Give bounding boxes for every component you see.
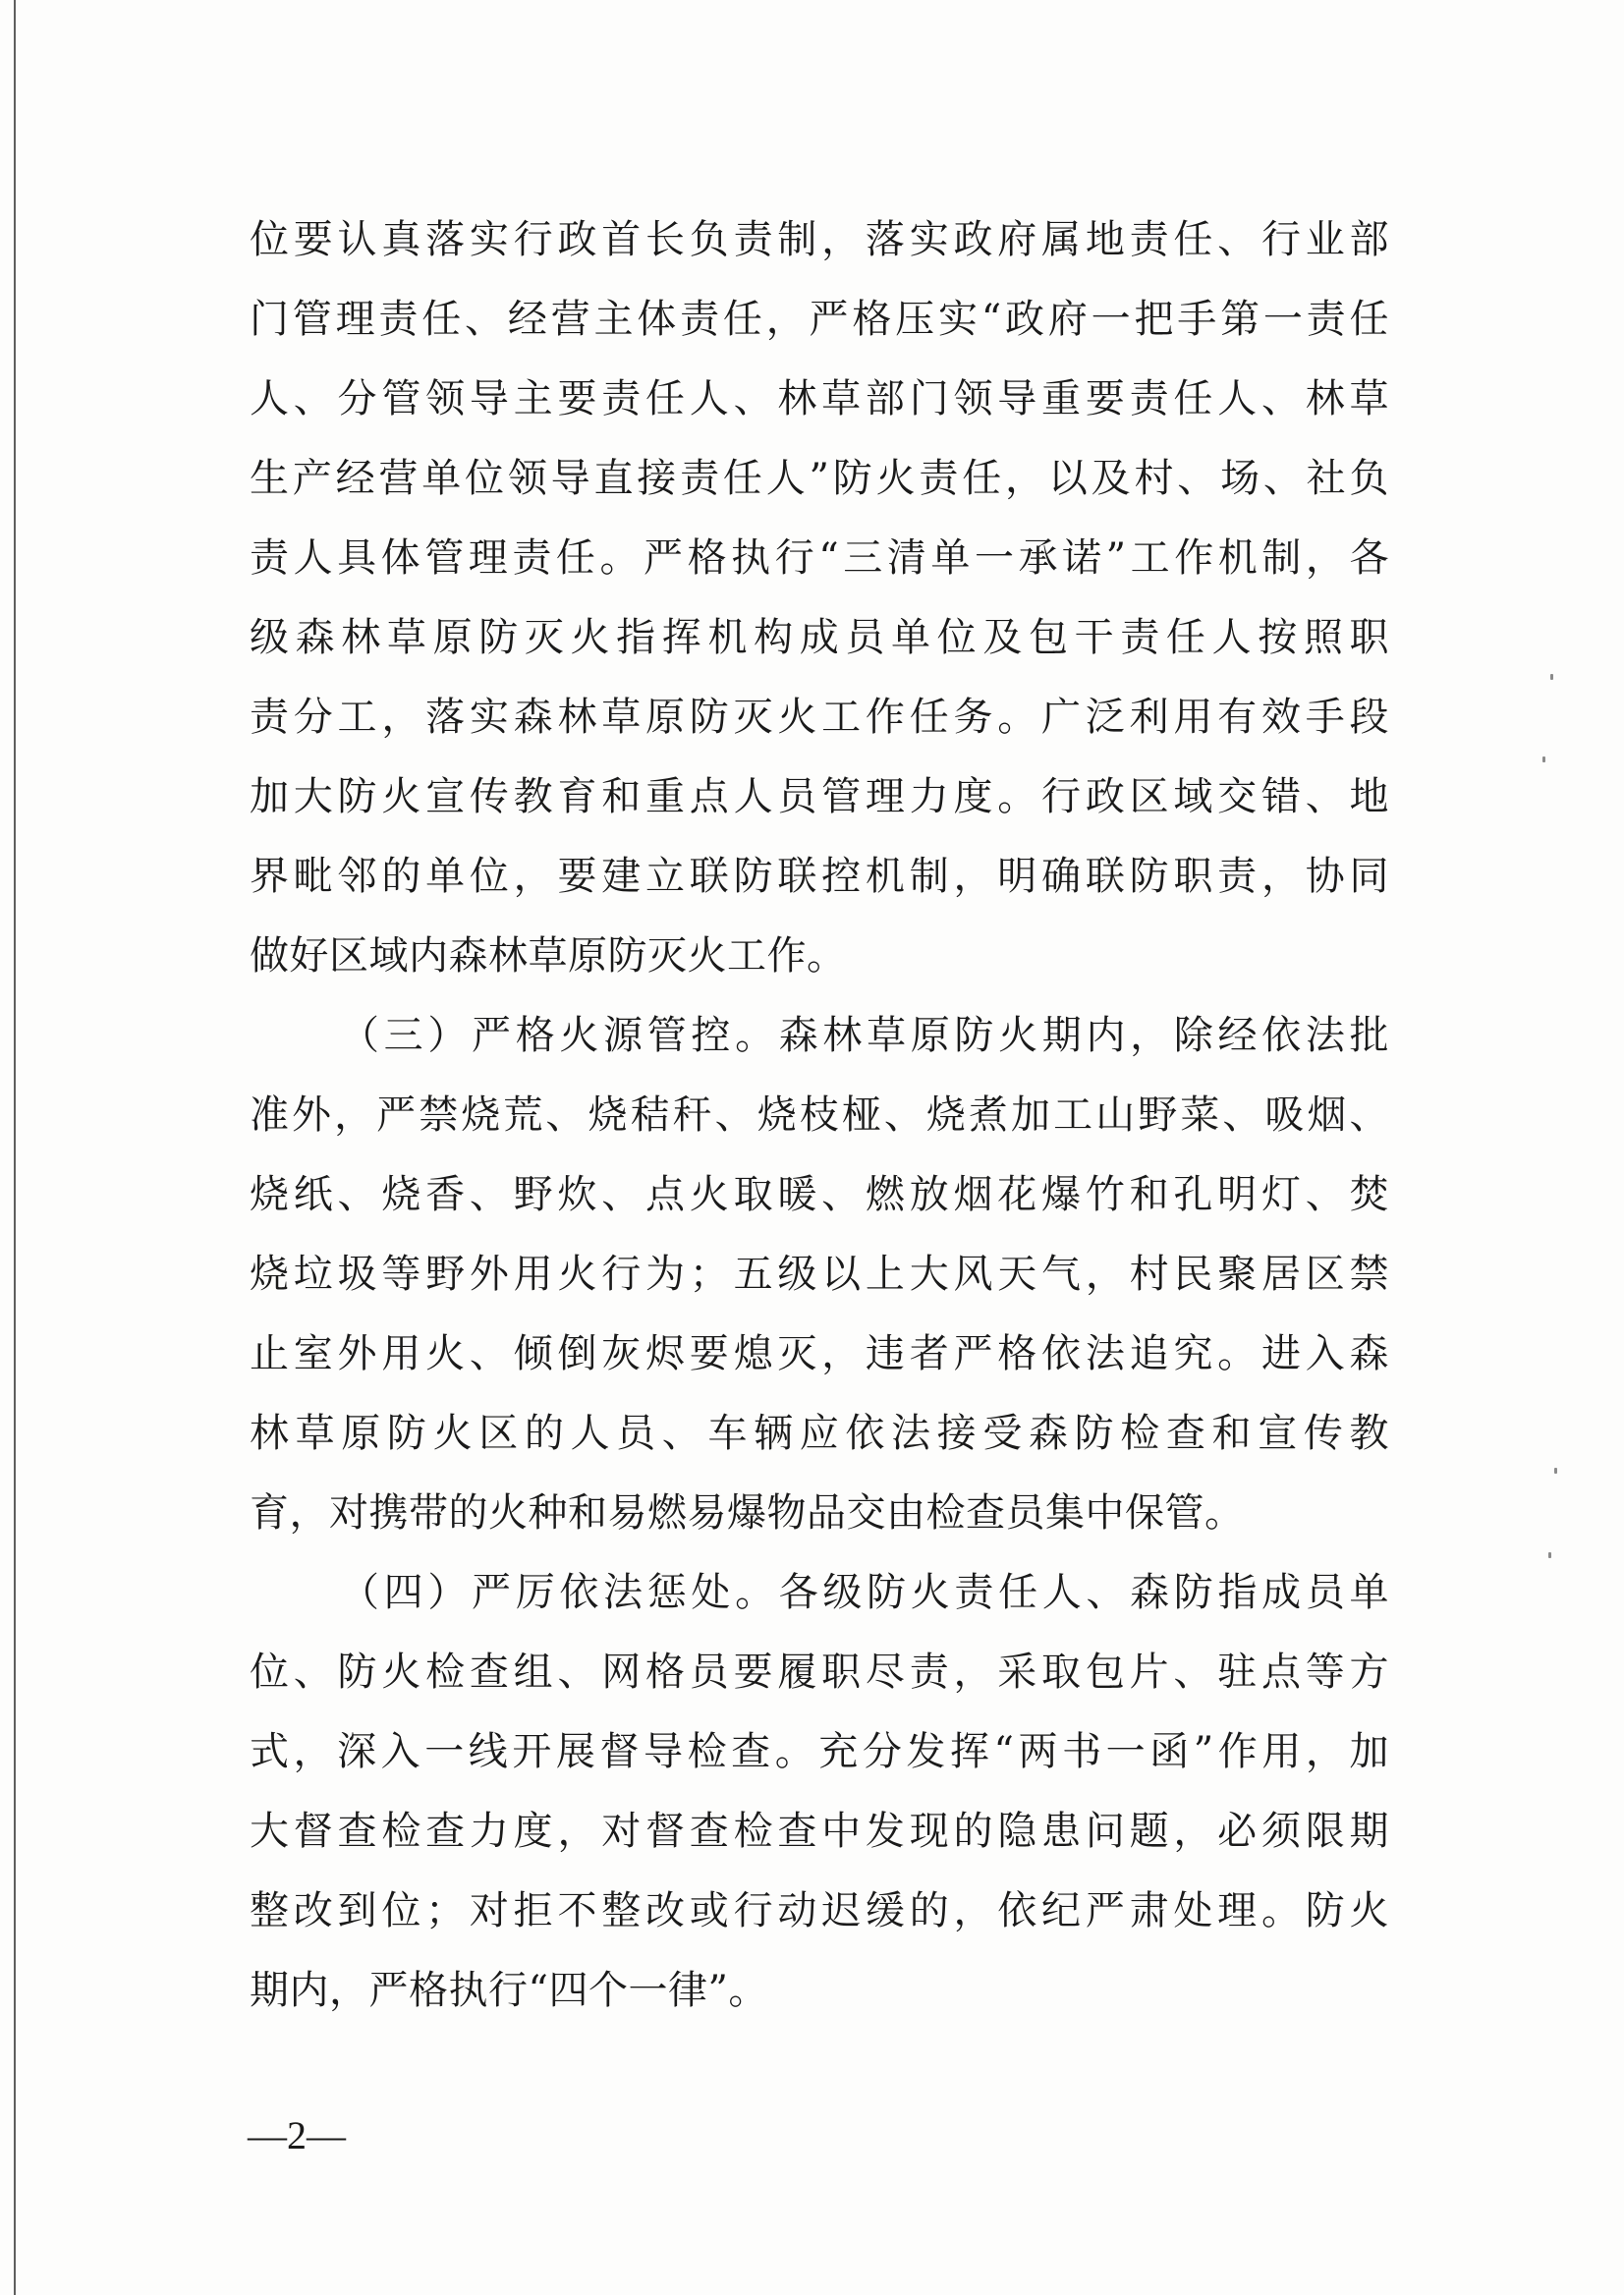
section-heading-4-line: （四）严厉依法惩处。各级防火责任人、森防指成员单	[340, 1570, 1389, 1615]
text-line-13: 烧纸、烧香、野炊、点火取暖、燃放烟花爆竹和孔明灯、焚	[250, 1172, 1389, 1217]
text-line-3: 人、分管领导主要责任人、林草部门领导重要责任人、林草	[250, 376, 1389, 421]
scan-speck	[1542, 756, 1545, 762]
text-line-4: 生产经营单位领导直接责任人”防火责任，以及村、场、社负	[250, 456, 1389, 501]
text-line-17: 育，对携带的火种和易燃易爆物品交由检查员集中保管。	[250, 1490, 1245, 1536]
text-line-14: 烧垃圾等野外用火行为；五级以上大风天气，村民聚居区禁	[250, 1252, 1389, 1297]
scan-edge-line	[14, 0, 16, 2295]
text-line-20: 式，深入一线开展督导检查。充分发挥“两书一函”作用，加	[250, 1729, 1389, 1774]
text-line-15: 止室外用火、倾倒灰烬要熄灭，违者严格依法追究。进入森	[250, 1331, 1389, 1376]
section-heading-3-line: （三）严格火源管控。森林草原防火期内，除经依法批	[340, 1013, 1389, 1058]
text-line-23: 期内，严格执行“四个一律”。	[250, 1968, 768, 2013]
text-line-12: 准外，严禁烧荒、烧秸秆、烧枝桠、烧煮加工山野菜、吸烟、	[250, 1092, 1389, 1138]
text-line-22: 整改到位；对拒不整改或行动迟缓的，依纪严肃处理。防火	[250, 1888, 1389, 1933]
scan-speck	[1554, 1468, 1557, 1474]
text-line-5: 责人具体管理责任。严格执行“三清单一承诺”工作机制，各	[250, 535, 1389, 581]
scan-speck	[1548, 1552, 1551, 1558]
text-line-19: 位、防火检查组、网格员要履职尽责，采取包片、驻点等方	[250, 1650, 1389, 1695]
scan-speck	[1550, 674, 1553, 680]
text-line-16: 林草原防火区的人员、车辆应依法接受森防检查和宣传教	[250, 1411, 1389, 1456]
text-line-1: 位要认真落实行政首长负责制，落实政府属地责任、行业部	[250, 217, 1389, 262]
text-line-10: 做好区域内森林草原防灭火工作。	[250, 933, 847, 979]
text-line-8: 加大防火宣传教育和重点人员管理力度。行政区域交错、地	[250, 774, 1389, 819]
text-line-6: 级森林草原防灭火指挥机构成员单位及包干责任人按照职	[250, 615, 1389, 660]
text-line-7: 责分工，落实森林草原防灭火工作任务。广泛利用有效手段	[250, 695, 1389, 740]
page-number: —2—	[248, 2113, 346, 2157]
text-line-9: 界毗邻的单位，要建立联防联控机制，明确联防职责，协同	[250, 854, 1389, 899]
document-body	[250, 200, 1389, 2031]
text-line-21: 大督查检查力度，对督查检查中发现的隐患问题，必须限期	[250, 1809, 1389, 1854]
text-line-2: 门管理责任、经营主体责任，严格压实“政府一把手第一责任	[250, 297, 1389, 342]
